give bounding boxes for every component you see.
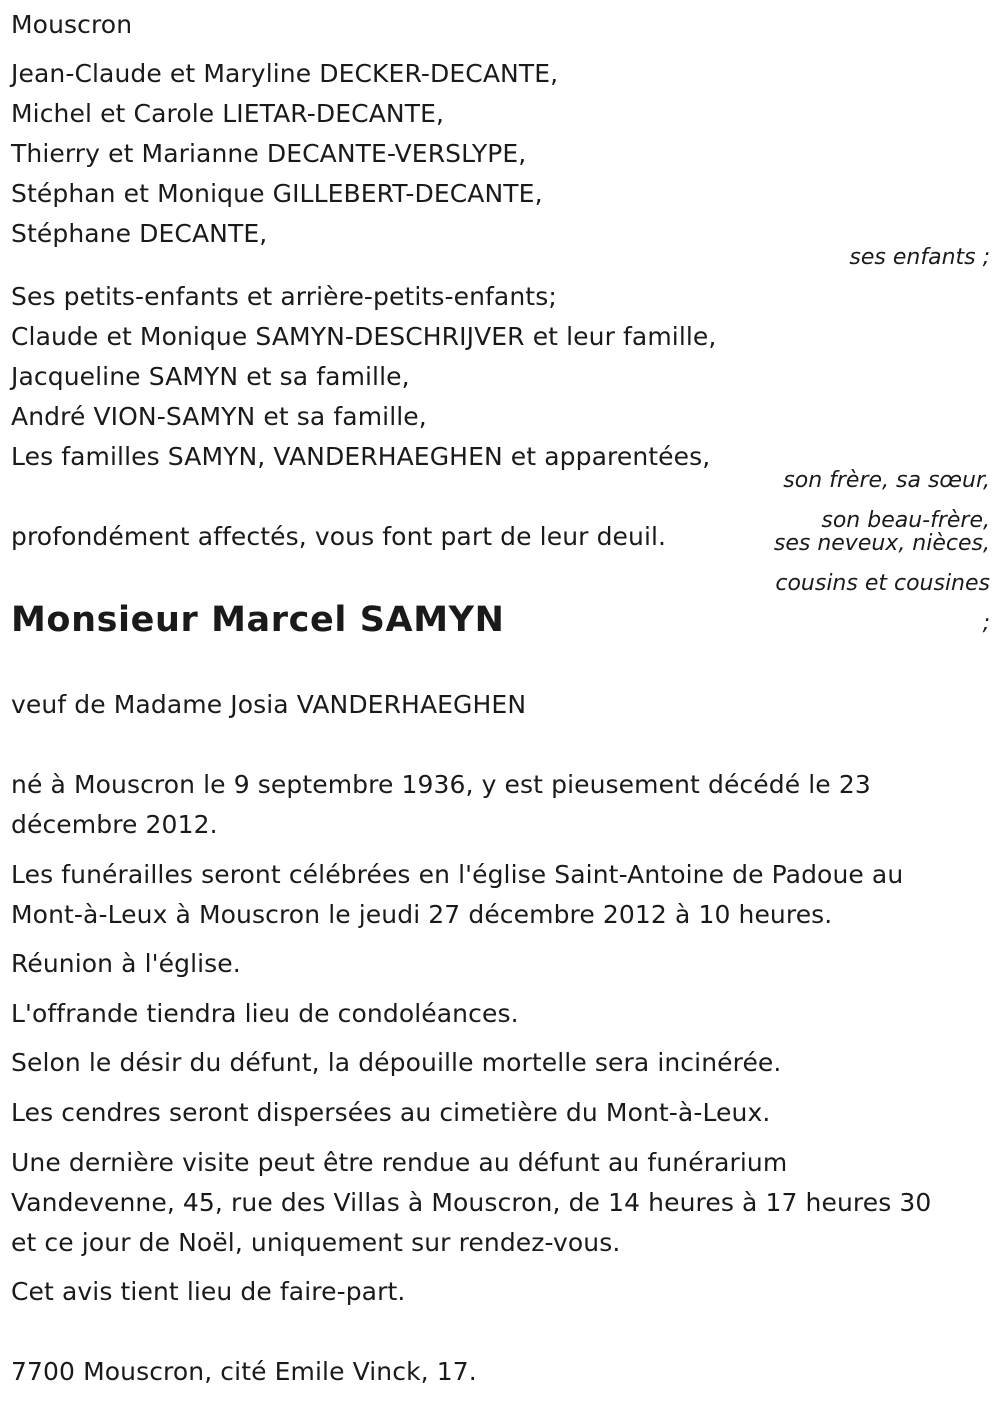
family-line: Les familles SAMYN, VANDERHAEGHEN et apparentées, bbox=[11, 442, 711, 471]
notice-line: Cet avis tient lieu de faire-part. bbox=[11, 1277, 406, 1306]
family-line: Claude et Monique SAMYN-DESCHRIJVER et leur famille, bbox=[11, 322, 717, 351]
birth-death-line: né à Mouscron le 9 septembre 1936, y est pieusement décédé le 23 bbox=[11, 770, 871, 799]
deceased-name: Monsieur Marcel SAMYN bbox=[11, 600, 505, 640]
visit-line: et ce jour de Noël, uniquement sur rendez-vous. bbox=[11, 1228, 621, 1257]
address-line: 7700 Mouscron, cité Emile Vinck, 17. bbox=[11, 1357, 477, 1386]
family-line: Ses petits-enfants et arrière-petits-enfants; bbox=[11, 282, 557, 311]
child-line: Stéphan et Monique GILLEBERT-DECANTE, bbox=[11, 179, 543, 208]
relation-line: ses neveux, nièces, bbox=[773, 531, 990, 556]
child-line: Stéphane DECANTE, bbox=[11, 219, 268, 248]
relation-line: ; bbox=[982, 611, 990, 636]
child-line: Jean-Claude et Maryline DECKER-DECANTE, bbox=[11, 59, 559, 88]
offering-line: L'offrande tiendra lieu de condoléances. bbox=[11, 999, 519, 1028]
relation-line: cousins et cousines bbox=[775, 571, 990, 596]
funeral-line: Les funérailles seront célébrées en l'église Saint-Antoine de Padoue au bbox=[11, 860, 904, 889]
funeral-line: Mont-à-Leux à Mouscron le jeudi 27 décembre 2012 à 10 heures. bbox=[11, 900, 833, 929]
visit-line: Une dernière visite peut être rendue au défunt au funérarium bbox=[11, 1148, 788, 1177]
relation-line: son frère, sa sœur, bbox=[783, 468, 990, 493]
cremation-line: Selon le désir du défunt, la dépouille mortelle sera incinérée. bbox=[11, 1048, 782, 1077]
birth-death-line: décembre 2012. bbox=[11, 810, 218, 839]
spouse-line: veuf de Madame Josia VANDERHAEGHEN bbox=[11, 690, 527, 719]
visit-line: Vandevenne, 45, rue des Villas à Mouscron, de 14 heures à 17 heures 30 bbox=[11, 1188, 932, 1217]
child-line: Thierry et Marianne DECANTE-VERSLYPE, bbox=[11, 139, 527, 168]
ashes-line: Les cendres seront dispersées au cimetière du Mont-à-Leux. bbox=[11, 1098, 771, 1127]
family-line: André VION-SAMYN et sa famille, bbox=[11, 402, 427, 431]
child-line: Michel et Carole LIETAR-DECANTE, bbox=[11, 99, 445, 128]
family-line: Jacqueline SAMYN et sa famille, bbox=[11, 362, 410, 391]
city-header: Mouscron bbox=[11, 10, 133, 39]
children-relation: ses enfants ; bbox=[849, 245, 990, 270]
relation-line: son beau-frère, bbox=[821, 508, 990, 533]
announcement: profondément affectés, vous font part de leur deuil. bbox=[11, 522, 667, 551]
meeting-line: Réunion à l'église. bbox=[11, 949, 241, 978]
